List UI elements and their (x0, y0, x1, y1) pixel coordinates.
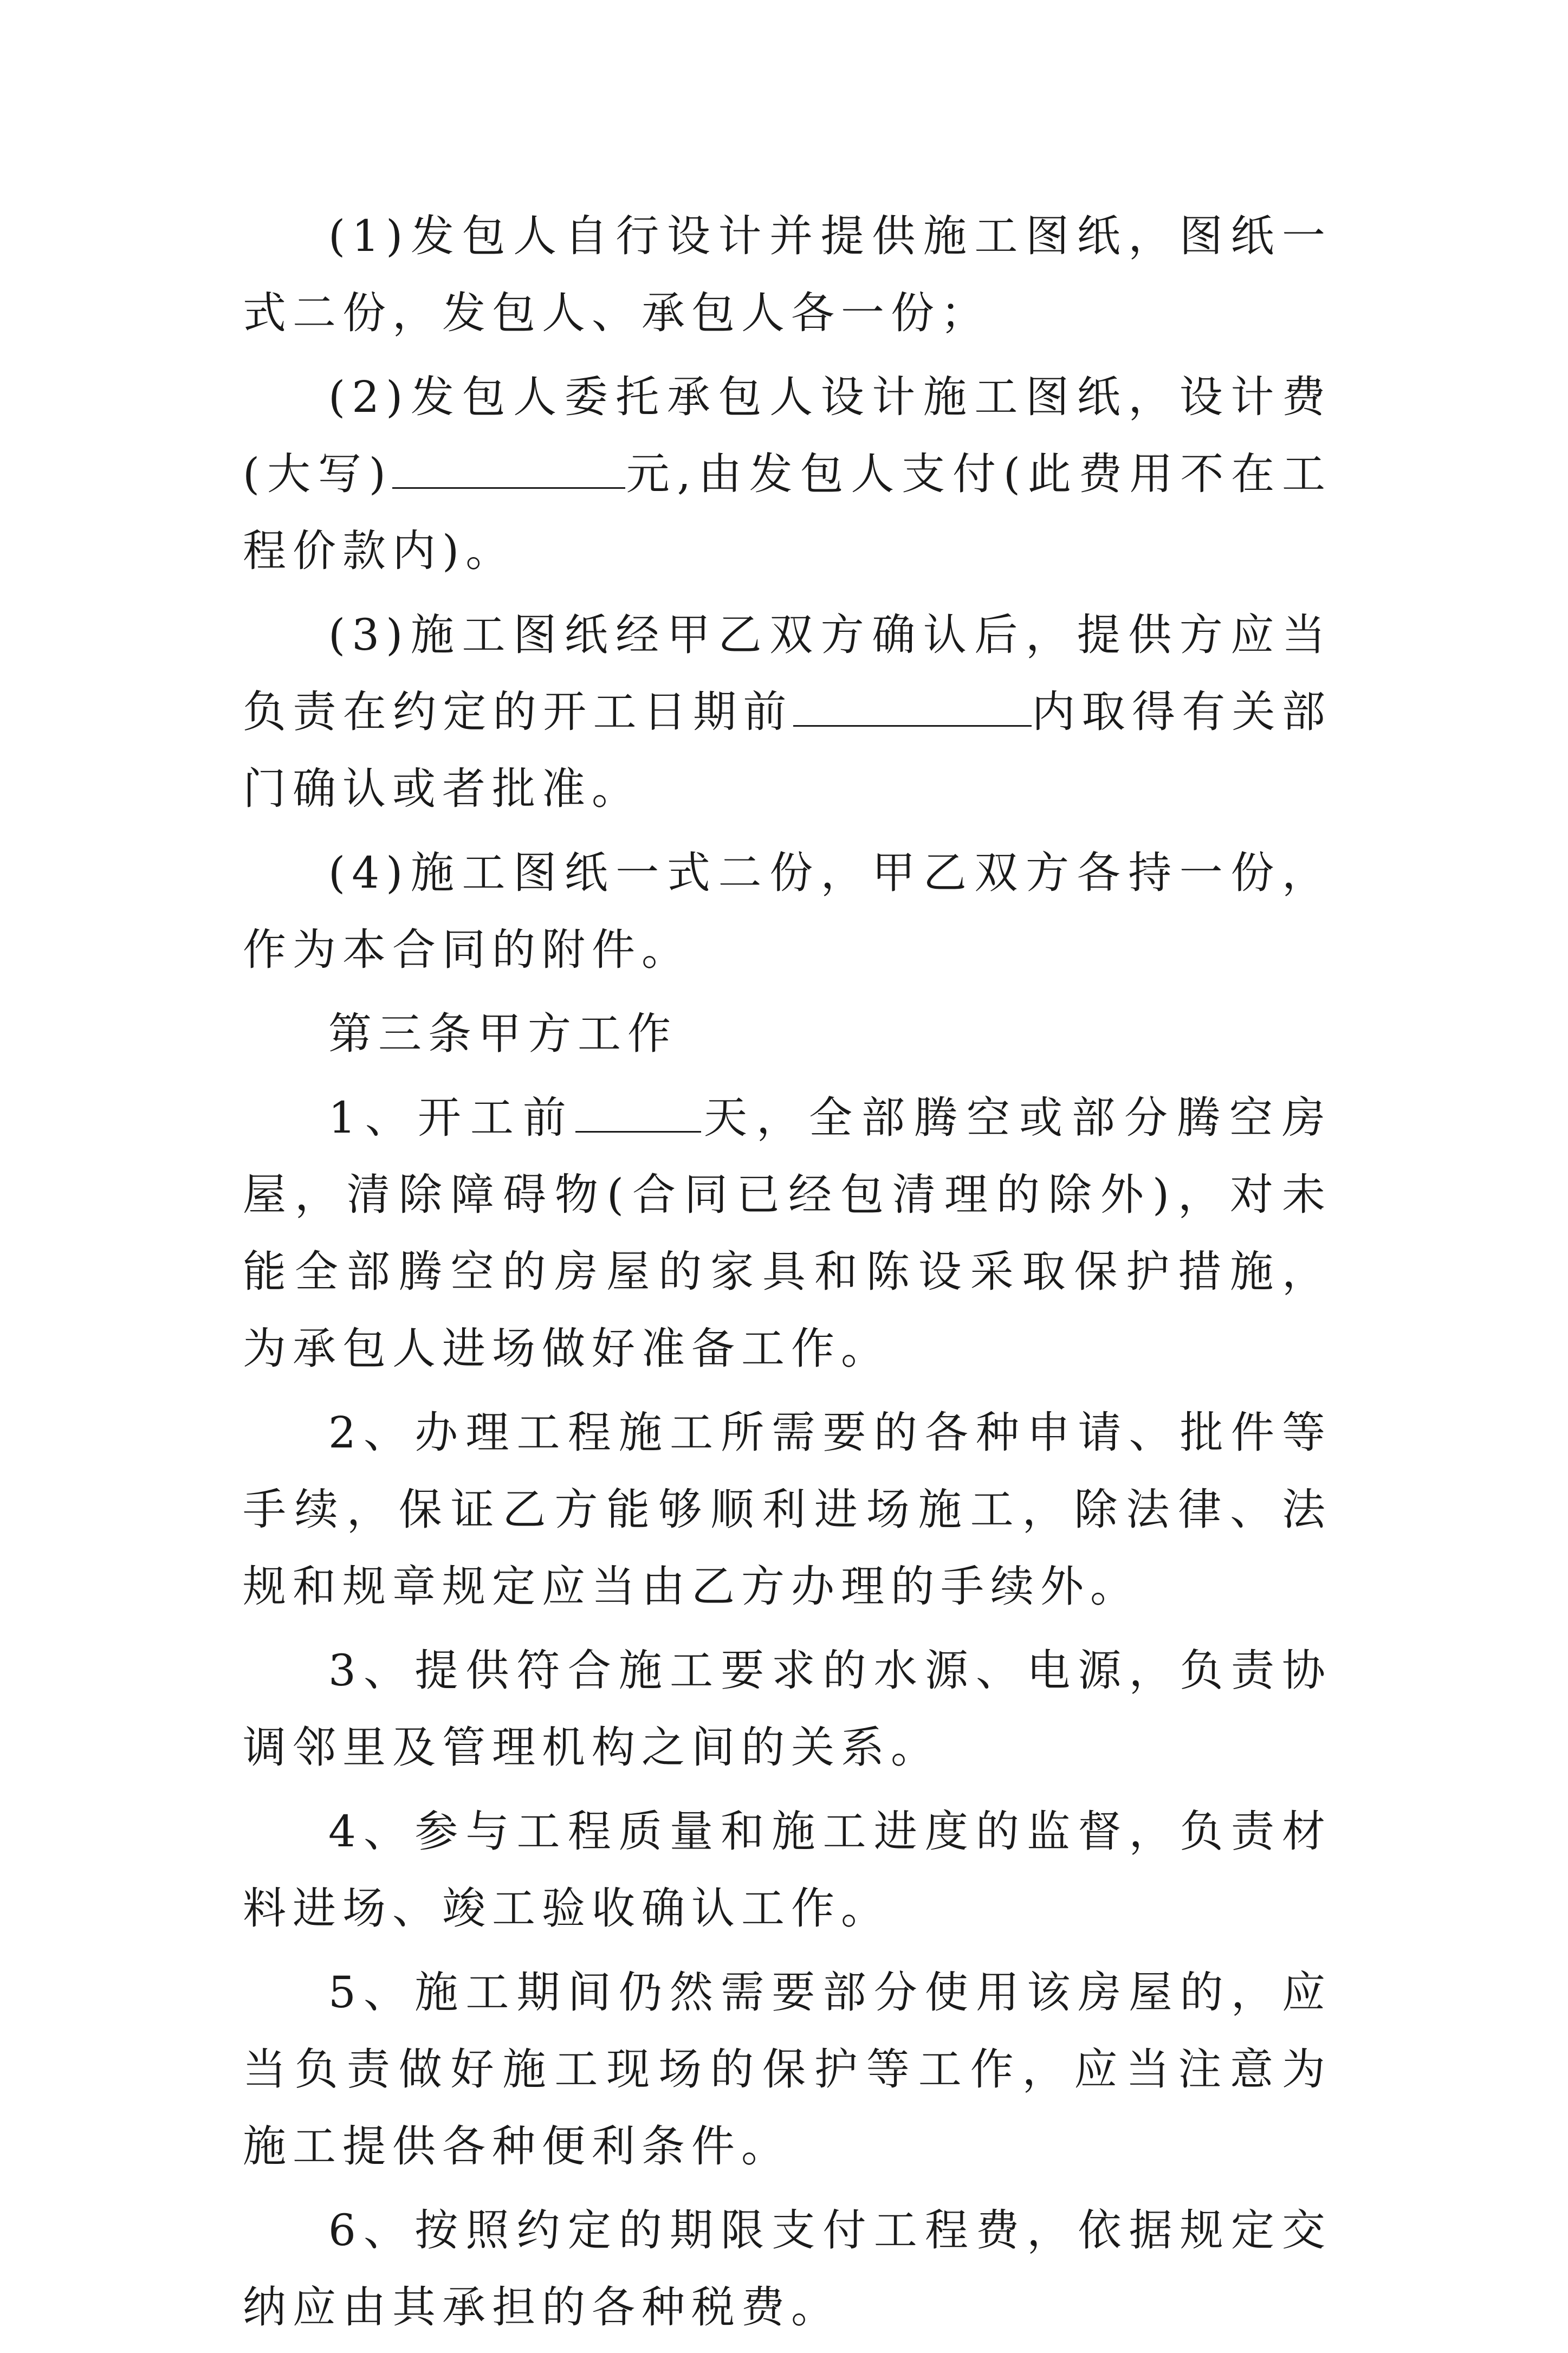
clause-text-cont: 内取得有关部门确认或者批准。 (243, 687, 1332, 814)
duty-text: 2、办理工程施工所需要的各种申请、批件等手续，保证乙方能够顺利进场施工，除法律、法规和规章规定应当由乙方办理的手续外。 (243, 1407, 1332, 1612)
duty-item-3 (243, 1632, 1332, 1786)
clause-text: (2)发包人委托承包人设计施工图纸，设计费(大写) (243, 372, 1332, 499)
duty-text: 6、按照约定的期限支付工程费，依据规定交纳应由其承担的各种税费。 (243, 2205, 1332, 2332)
duty-text: 5、施工期间仍然需要部分使用该房屋的，应当负责做好施工现场的保护等工作，应当注意为施工提供各种便利条件。 (243, 1967, 1332, 2171)
document-body (243, 198, 1332, 2353)
section-heading-text: 第三条甲方工作 (328, 1009, 677, 1059)
fill-in-blank-days-before[interactable] (575, 1091, 701, 1133)
duty-text: 1、开工前 (328, 1093, 575, 1143)
duty-item-4 (243, 1793, 1332, 1947)
clause-drawings-3 (243, 597, 1332, 828)
clause-text: (1)发包人自行设计并提供施工图纸，图纸一式二份，发包人、承包人各一份； (243, 211, 1332, 338)
clause-text-cont: 元,由发包人支付(此费用不在工程价款内)。 (243, 449, 1332, 576)
section-heading-article-3 (243, 996, 1332, 1072)
duty-item-5 (243, 1954, 1332, 2185)
duty-text: 4、参与工程质量和施工进度的监督，负责材料进场、竣工验收确认工作。 (243, 1806, 1332, 1934)
clause-drawings-2 (243, 359, 1332, 590)
clause-text: (4)施工图纸一式二份，甲乙双方各持一份，作为本合同的附件。 (243, 848, 1332, 975)
fill-in-blank-approval-period[interactable] (793, 685, 1032, 727)
duty-text-cont: 天，全部腾空或部分腾空房屋，清除障碍物(合同已经包清理的除外)，对未能全部腾空的房屋的家具和陈设采取保护措施，为承包人进场做好准备工作。 (243, 1093, 1332, 1374)
duty-item-2 (243, 1394, 1332, 1625)
duty-item-1 (243, 1079, 1332, 1387)
clause-text: (3)施工图纸经甲乙双方确认后，提供方应当负责在约定的开工日期前 (243, 610, 1332, 737)
duty-text: 3、提供符合施工要求的水源、电源，负责协调邻里及管理机构之间的关系。 (243, 1645, 1332, 1773)
duty-item-6 (243, 2192, 1332, 2346)
clause-drawings-1 (243, 198, 1332, 352)
clause-drawings-4 (243, 835, 1332, 988)
fill-in-blank-design-fee[interactable] (392, 447, 625, 489)
